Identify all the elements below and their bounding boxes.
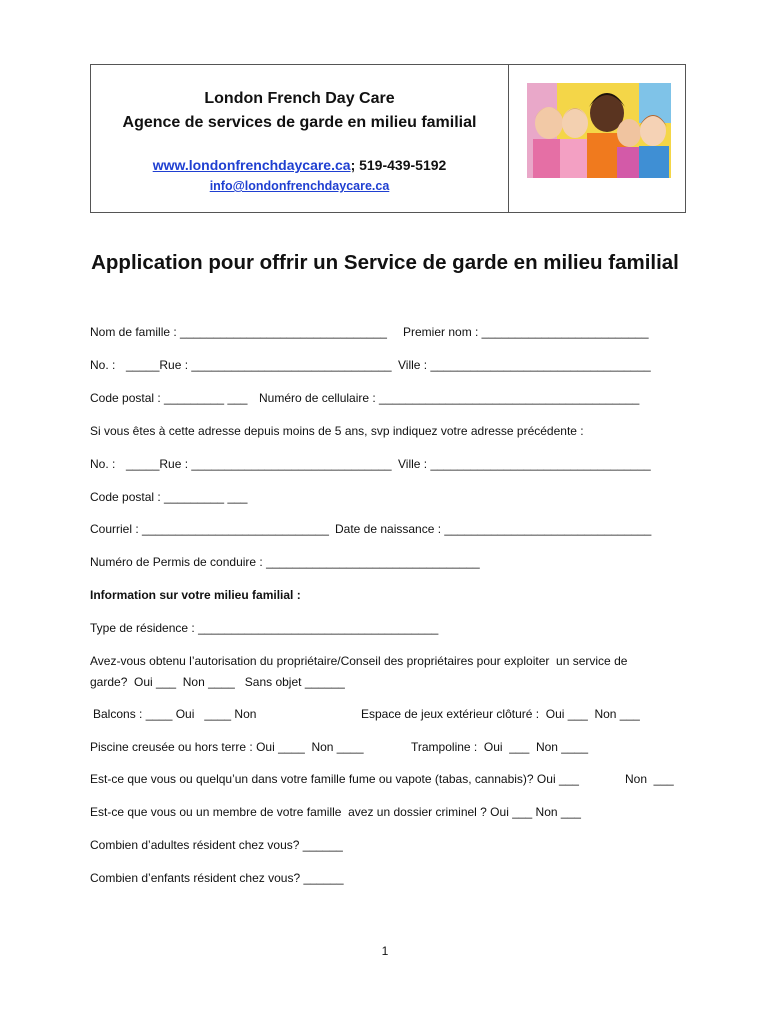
cellulaire-field[interactable]: Numéro de cellulaire : _______________________________________ bbox=[259, 391, 640, 405]
date-naissance-field[interactable]: Date de naissance : _______________________________ bbox=[335, 522, 652, 536]
email-line bbox=[91, 179, 508, 193]
page-number: 1 bbox=[381, 944, 389, 958]
header-box bbox=[90, 64, 686, 213]
balcons-field[interactable]: Balcons : ____ Oui ____ Non bbox=[93, 707, 257, 721]
nom-famille-field[interactable]: Nom de famille : _______________________________ bbox=[90, 325, 387, 339]
trampoline-field[interactable]: Trampoline : Oui ___ Non ____ bbox=[411, 740, 588, 754]
phone-number: ; 519-439-5192 bbox=[350, 157, 447, 173]
piscine-field[interactable]: Piscine creusée ou hors terre : Oui ____ Non ____ bbox=[90, 740, 364, 754]
residence-field[interactable]: Type de résidence : ____________________________________ bbox=[90, 621, 439, 635]
ville-field-previous[interactable]: Ville : _________________________________ bbox=[398, 457, 651, 471]
adultes-field[interactable]: Combien d’adultes résident chez vous? ______ bbox=[90, 838, 343, 852]
fume-field[interactable]: Est-ce que vous ou quelqu’un dans votre famille fume ou vapote (tabas, cannabis)? Oui ___ bbox=[90, 772, 579, 786]
header-divider bbox=[508, 65, 509, 212]
courriel-field[interactable]: Courriel : ____________________________ bbox=[90, 522, 329, 536]
previous-address-note: Si vous êtes à cette adresse depuis moins de 5 ans, svp indiquez votre adresse précédente : bbox=[90, 424, 584, 438]
autorisation-answers[interactable]: garde? Oui ___ Non ____ Sans objet ______ bbox=[90, 675, 345, 689]
rue-field-previous[interactable]: _____Rue : ______________________________ bbox=[126, 457, 392, 471]
enfants-field[interactable]: Combien d’enfants résident chez vous? ______ bbox=[90, 871, 344, 885]
dossier-criminel-field[interactable]: Est-ce que vous ou un membre de votre famille avez un dossier criminel ? Oui ___ Non ___ bbox=[90, 805, 581, 819]
document-title: Application pour offrir un Service de garde en milieu familial bbox=[91, 251, 679, 274]
code-postal-field[interactable]: Code postal : _________ ___ bbox=[90, 391, 248, 405]
espace-jeux-field[interactable]: Espace de jeux extérieur clôturé : Oui ___ Non ___ bbox=[361, 707, 640, 721]
section-heading: Information sur votre milieu familial : bbox=[90, 588, 301, 602]
autorisation-question: Avez-vous obtenu l’autorisation du propriétaire/Conseil des propriétaires pour exploiter un service de bbox=[90, 654, 628, 668]
premier-nom-field[interactable]: Premier nom : _________________________ bbox=[403, 325, 649, 339]
ville-field[interactable]: Ville : _________________________________ bbox=[398, 358, 651, 372]
children-photo bbox=[527, 83, 671, 178]
no-label: No. : bbox=[90, 358, 116, 372]
rue-field[interactable]: _____Rue : ______________________________ bbox=[126, 358, 392, 372]
no-label-previous: No. : bbox=[90, 457, 116, 471]
fume-non-field[interactable]: Non ___ bbox=[625, 772, 674, 786]
website-link[interactable]: www.londonfrenchdaycare.ca bbox=[152, 157, 351, 173]
org-name: London French Day Care bbox=[204, 90, 395, 107]
org-subtitle: Agence de services de garde en milieu familial bbox=[122, 114, 477, 131]
permis-field[interactable]: Numéro de Permis de conduire : ________________________________ bbox=[90, 555, 480, 569]
code-postal-field-previous[interactable]: Code postal : _________ ___ bbox=[90, 490, 248, 504]
email-link[interactable]: info@londonfrenchdaycare.ca bbox=[209, 179, 390, 193]
contact-line bbox=[91, 157, 508, 173]
